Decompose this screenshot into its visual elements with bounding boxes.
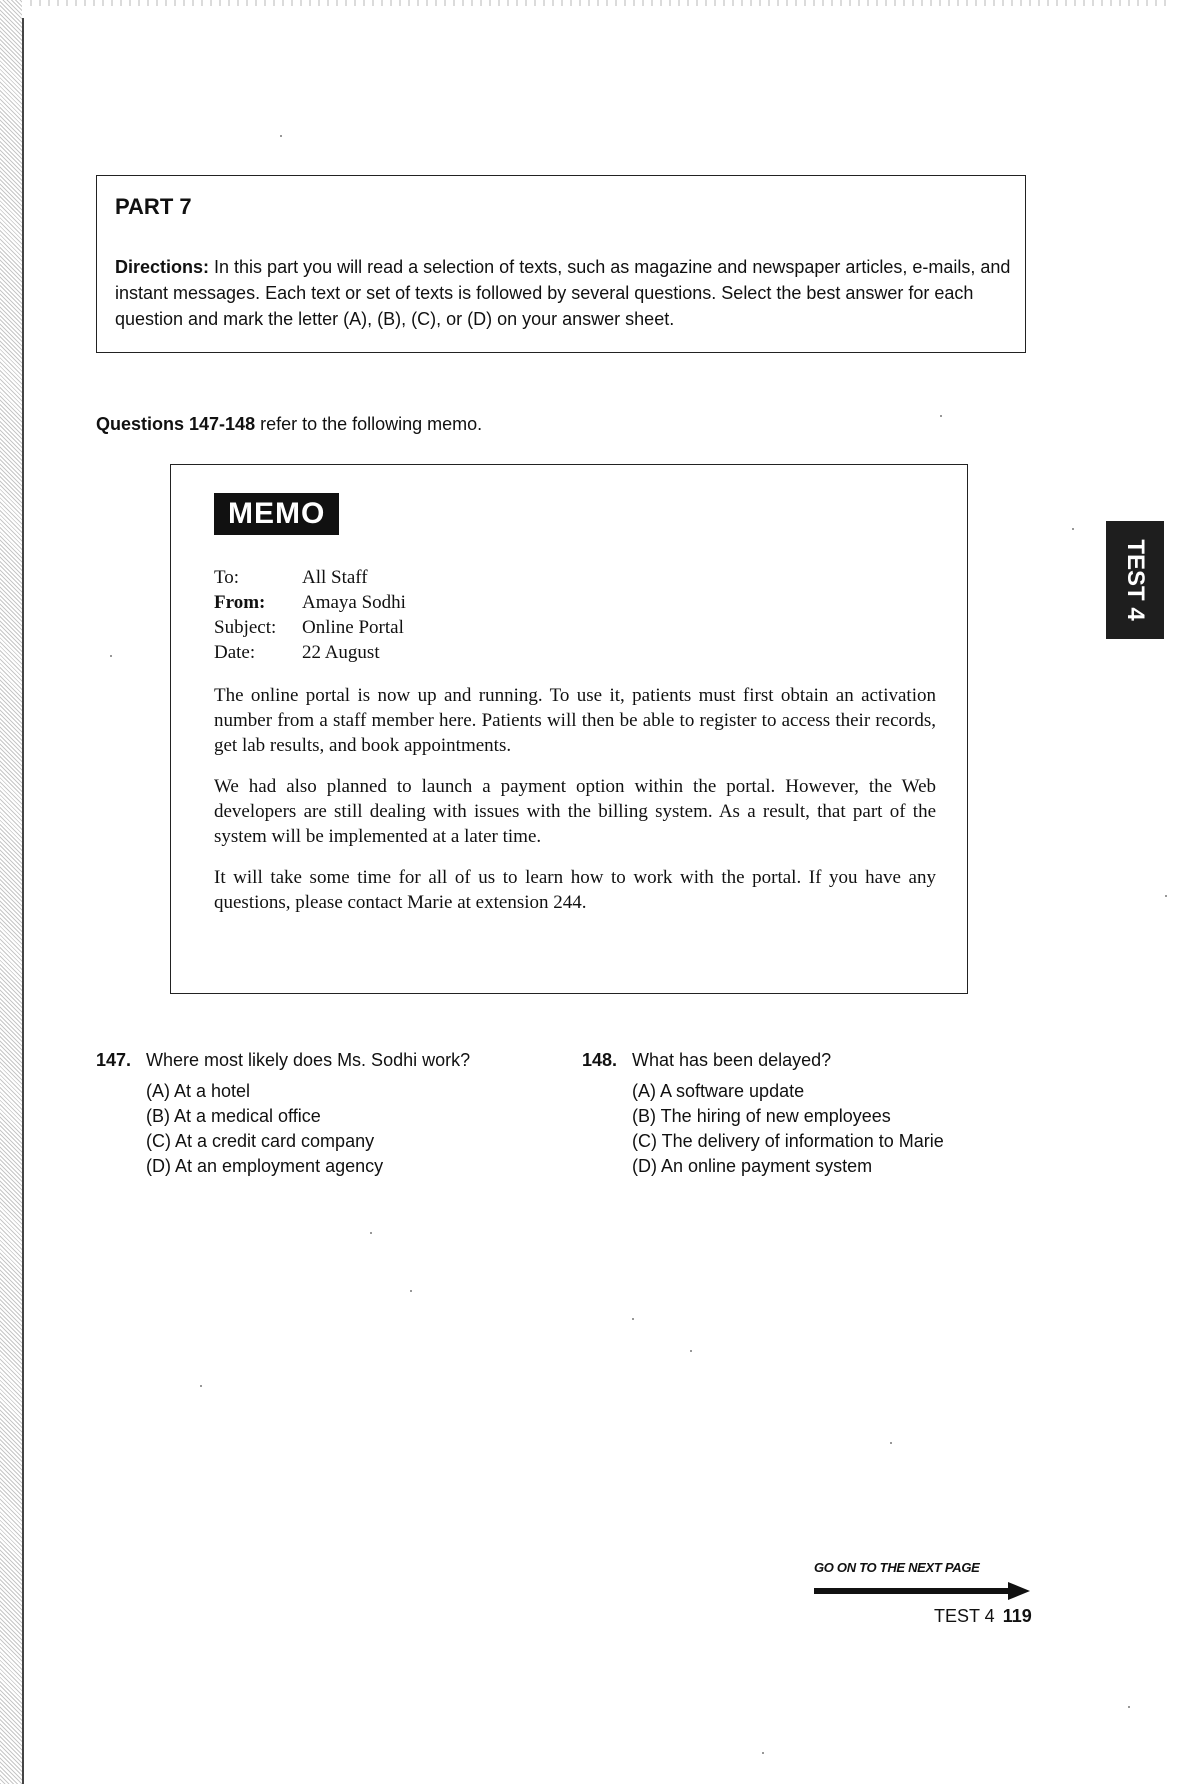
question-147 <box>96 1050 470 1179</box>
next-page-indicator <box>814 1560 1030 1610</box>
answer-options <box>146 1079 470 1179</box>
questions-intro <box>96 414 482 435</box>
memo-badge: MEMO <box>214 493 339 535</box>
memo-subject-label: Subject: <box>214 617 277 638</box>
test-side-tab-label: TEST 4 <box>1122 539 1149 621</box>
part-title: PART 7 <box>115 194 192 219</box>
answer-option-a[interactable]: (A) A software update <box>632 1081 805 1101</box>
answer-option-c[interactable]: (C) At a credit card company <box>146 1131 375 1151</box>
memo-date-value: 22 August <box>302 642 380 663</box>
answer-option-c[interactable]: (C) The delivery of information to Marie <box>632 1131 944 1151</box>
question-148 <box>582 1050 944 1179</box>
question-stem <box>96 1050 470 1071</box>
memo-document <box>170 464 968 994</box>
scan-speck <box>280 135 282 137</box>
right-arrow-icon <box>814 1582 1030 1600</box>
directions-box <box>96 175 1026 353</box>
scan-speck <box>632 1318 634 1320</box>
memo-header <box>214 565 406 665</box>
answer-option-a[interactable]: (A) At a hotel <box>146 1081 251 1101</box>
question-text: Where most likely does Ms. Sodhi work? <box>146 1050 471 1070</box>
directions-text <box>115 254 1015 332</box>
memo-from-value: Amaya Sodhi <box>302 592 406 613</box>
memo-paragraph: The online portal is now up and running. To use it, patients must first obtain an activation number from a staff member here. Patients will then be able to register to access their records, get lab results, and book appointments. <box>214 685 936 756</box>
questions-range: Questions 147-148 <box>96 414 256 434</box>
answer-option-b[interactable]: (B) At a medical office <box>146 1106 321 1126</box>
next-page-text: GO ON TO THE NEXT PAGE <box>814 1560 980 1575</box>
questions-intro-text: refer to the following memo. <box>255 414 483 434</box>
scan-edge-artifact <box>0 0 22 1784</box>
memo-from-row <box>214 590 406 615</box>
scan-speck <box>1072 528 1074 530</box>
scan-speck <box>1165 895 1167 897</box>
scan-speck <box>370 1232 372 1234</box>
question-number: 147. <box>96 1050 132 1070</box>
scan-speck <box>1128 1706 1130 1708</box>
memo-to-value: All Staff <box>302 567 368 588</box>
page-footer <box>934 1606 1032 1627</box>
question-number: 148. <box>582 1050 618 1070</box>
memo-body <box>214 683 936 931</box>
memo-to-label: To: <box>214 567 240 588</box>
memo-paragraph: It will take some time for all of us to learn how to work with the portal. If you have any questions, please contact Marie at extension 244. <box>214 867 936 913</box>
scan-speck <box>890 1442 892 1444</box>
answer-option-d[interactable]: (D) At an employment agency <box>146 1156 384 1176</box>
answer-option-d[interactable]: (D) An online payment system <box>632 1156 873 1176</box>
test-side-tab <box>1106 521 1164 639</box>
memo-date-label: Date: <box>214 642 256 663</box>
memo-subject-value: Online Portal <box>302 617 404 638</box>
memo-date-row <box>214 640 406 665</box>
memo-subject-row <box>214 615 406 640</box>
memo-from-label: From: <box>214 592 266 613</box>
memo-paragraph: We had also planned to launch a payment option within the portal. However, the Web developers are still dealing with issues with the billing system. As a result, that part of the system will be implemented at a later time. <box>214 776 936 847</box>
scan-speck <box>110 655 112 657</box>
directions-label: Directions: <box>115 257 210 277</box>
footer-test-label: TEST 4 <box>934 1606 995 1626</box>
scan-speck <box>410 1290 412 1292</box>
directions-body: In this part you will read a selection of texts, such as magazine and newspaper articles, e-mails, and instant messages. Each text or set of texts is followed by several questions. Select the best answer for each question and mark the letter (A), (B), (C), or (D) on your answer sheet. <box>115 257 1011 329</box>
scan-speck <box>200 1385 202 1387</box>
scan-edge-line <box>22 18 24 1784</box>
scan-speck <box>940 415 942 417</box>
question-text: What has been delayed? <box>632 1050 832 1070</box>
scan-speck <box>762 1752 764 1754</box>
answer-option-b[interactable]: (B) The hiring of new employees <box>632 1106 891 1126</box>
answer-options <box>632 1079 944 1179</box>
question-stem <box>582 1050 944 1071</box>
scan-top-noise <box>30 0 1170 6</box>
page-number: 119 <box>1002 1606 1032 1626</box>
memo-to-row <box>214 565 406 590</box>
scan-speck <box>690 1350 692 1352</box>
